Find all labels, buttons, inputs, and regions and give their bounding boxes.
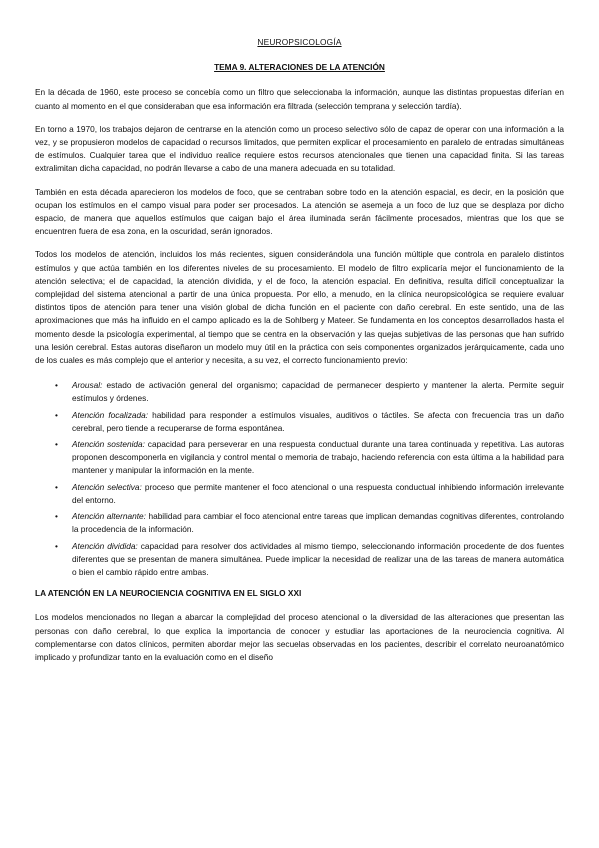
list-item — [55, 438, 564, 478]
bullet-icon: • — [55, 540, 58, 551]
paragraph: Los modelos mencionados no llegan a abarcar la complejidad del proceso atencional o la diversidad de las alteraciones que presentan las personas con daño cerebral, lo que explica la importancia de conocer y estudiar las aportaciones de la neurociencia cognitiva. Al complementarse con datos clínicos, permiten abordar mejor las secuelas observadas en los pacientes, describir el correlato neuroanatómico implicado y profundizar tanto en la evaluación como en el diseño — [35, 612, 564, 662]
document-header: NEUROPSICOLOGÍA — [257, 37, 342, 47]
attention-components-list — [35, 379, 564, 579]
paragraph: Todos los modelos de atención, incluidos los más recientes, siguen considerándola una función múltiple que controla en paralelo distintos estímulos y que actúa también en los diferentes niveles de su procesamiento. El modelo de filtro explicaría mejor el funcionamiento de la atención selectiva; el de capacidad, la atención dividida, y el de foco, la atención espacial. En definitiva, resulta difícil conceptualizar la complejidad del sistema atencional a partir de una única propuesta. Por ello, a menudo, en la clínica neuropsicológica se requiere evaluar distintos tipos de atención para tener una visión global de dicha función en el paciente con daño cerebral. En este sentido, una de las aproximaciones que más ha influido en el campo aplicado es la de Sohlberg y Mateer. Se fundamenta en los conceptos desarrollados hasta el momento desde la psicología experimental, al tiempo que se centra en la observación y las quejas subjetivas de las personas que han sufrido una lesión cerebral. Estas autoras diseñaron un modelo muy útil en la práctica con seis componentes organizados jerárquicamente, cada uno de los cuales es más complejo que el anterior y necesita, a su vez, el correcto funcionamiento previo: — [35, 249, 564, 366]
list-item-text: habilidad para responder a estímulos visuales, auditivos o táctiles. Se afecta con frecuencia tras un daño cerebral, pero tiende a recuperarse de forma espontánea. — [72, 409, 564, 433]
list-item-text: capacidad para resolver dos actividades al mismo tiempo, seleccionando información procedente de dos fuentes diferentes que se presentan de manera simultánea. Puede implicar la necesidad de realizar una de las tareas de manera automática o bien el cambio rápido entre ambas. — [72, 540, 564, 577]
list-item — [55, 379, 564, 405]
list-item-text: habilidad para cambiar el foco atencional entre tareas que implican demandas cognitivas diferentes, controlando la procedencia de la información. — [72, 511, 564, 535]
list-item — [55, 481, 564, 507]
list-item-text: proceso que permite mantener el foco atencional o una respuesta conductual inhibiendo información irrelevante del entorno. — [72, 481, 565, 505]
list-item — [55, 540, 564, 580]
paragraph: También en esta década aparecieron los modelos de foco, que se centraban sobre todo en la atención espacial, es decir, en la posición que ocupan los estímulos en el campo visual para poder ser procesados. La atención se asemeja a un foco de luz que se desplaza por dicho espacio, de manera que aquellos estímulos que caigan bajo el área iluminada serán fácilmente procesados, mientras que los que se encuentren fuera de esa zona, en la oscuridad, serán ignorados. — [35, 186, 564, 237]
list-item-term: Atención selectiva: — [72, 481, 142, 492]
paragraph: En torno a 1970, los trabajos dejaron de centrarse en la atención como un proceso selectivo sólo de capaz de operar con una información a la vez, y se propusieron modelos de capacidad o recursos limitados, que permiten explicar el procesamiento en paralelo de entradas simultáneas de estímulos. Cualquier tarea que el individuo realice requiere estos recursos atencionales que tienen una capacidad finita. Si las tareas extralimitan dicha capacidad, no podrán llevarse a cabo de una manera adecuada en su totalidad. — [35, 123, 564, 174]
list-item-term: Arousal: — [72, 380, 103, 391]
paragraph: En la década de 1960, este proceso se concebía como un filtro que seleccionaba la información, aunque las distintas propuestas diferían en cuanto al momento en el que consideraban que esa información era filtrada (selección temprana y selección tardía). — [35, 87, 564, 111]
list-item — [55, 510, 564, 536]
bullet-icon: • — [55, 380, 58, 391]
list-item-term: Atención alternante: — [72, 511, 146, 522]
bullet-icon: • — [55, 439, 58, 450]
list-item-text: estado de activación general del organismo; capacidad de permanecer despierto y mantener la alerta. Permite seguir estímulos y órdenes. — [72, 380, 564, 404]
page-title: TEMA 9. ALTERACIONES DE LA ATENCIÓN — [214, 62, 385, 73]
list-item-term: Atención focalizada: — [72, 409, 149, 420]
list-item-text: capacidad para perseverar en una respuesta conductual durante una tarea continuada y repetitiva. Las autoras proponen descomponerla en vigilancia y control mental o memoria de trabajo, haciendo referencia con esta última a la habilidad para mantener y manipular la información en la mente. — [72, 439, 565, 476]
section-heading: LA ATENCIÓN EN LA NEUROCIENCIA COGNITIVA EN EL SIGLO XXI — [35, 588, 302, 599]
bullet-icon: • — [55, 481, 58, 492]
list-item-term: Atención dividida: — [72, 540, 138, 551]
bullet-icon: • — [55, 511, 58, 522]
list-item — [55, 409, 564, 435]
list-item-term: Atención sostenida: — [72, 439, 145, 450]
bullet-icon: • — [55, 409, 58, 420]
